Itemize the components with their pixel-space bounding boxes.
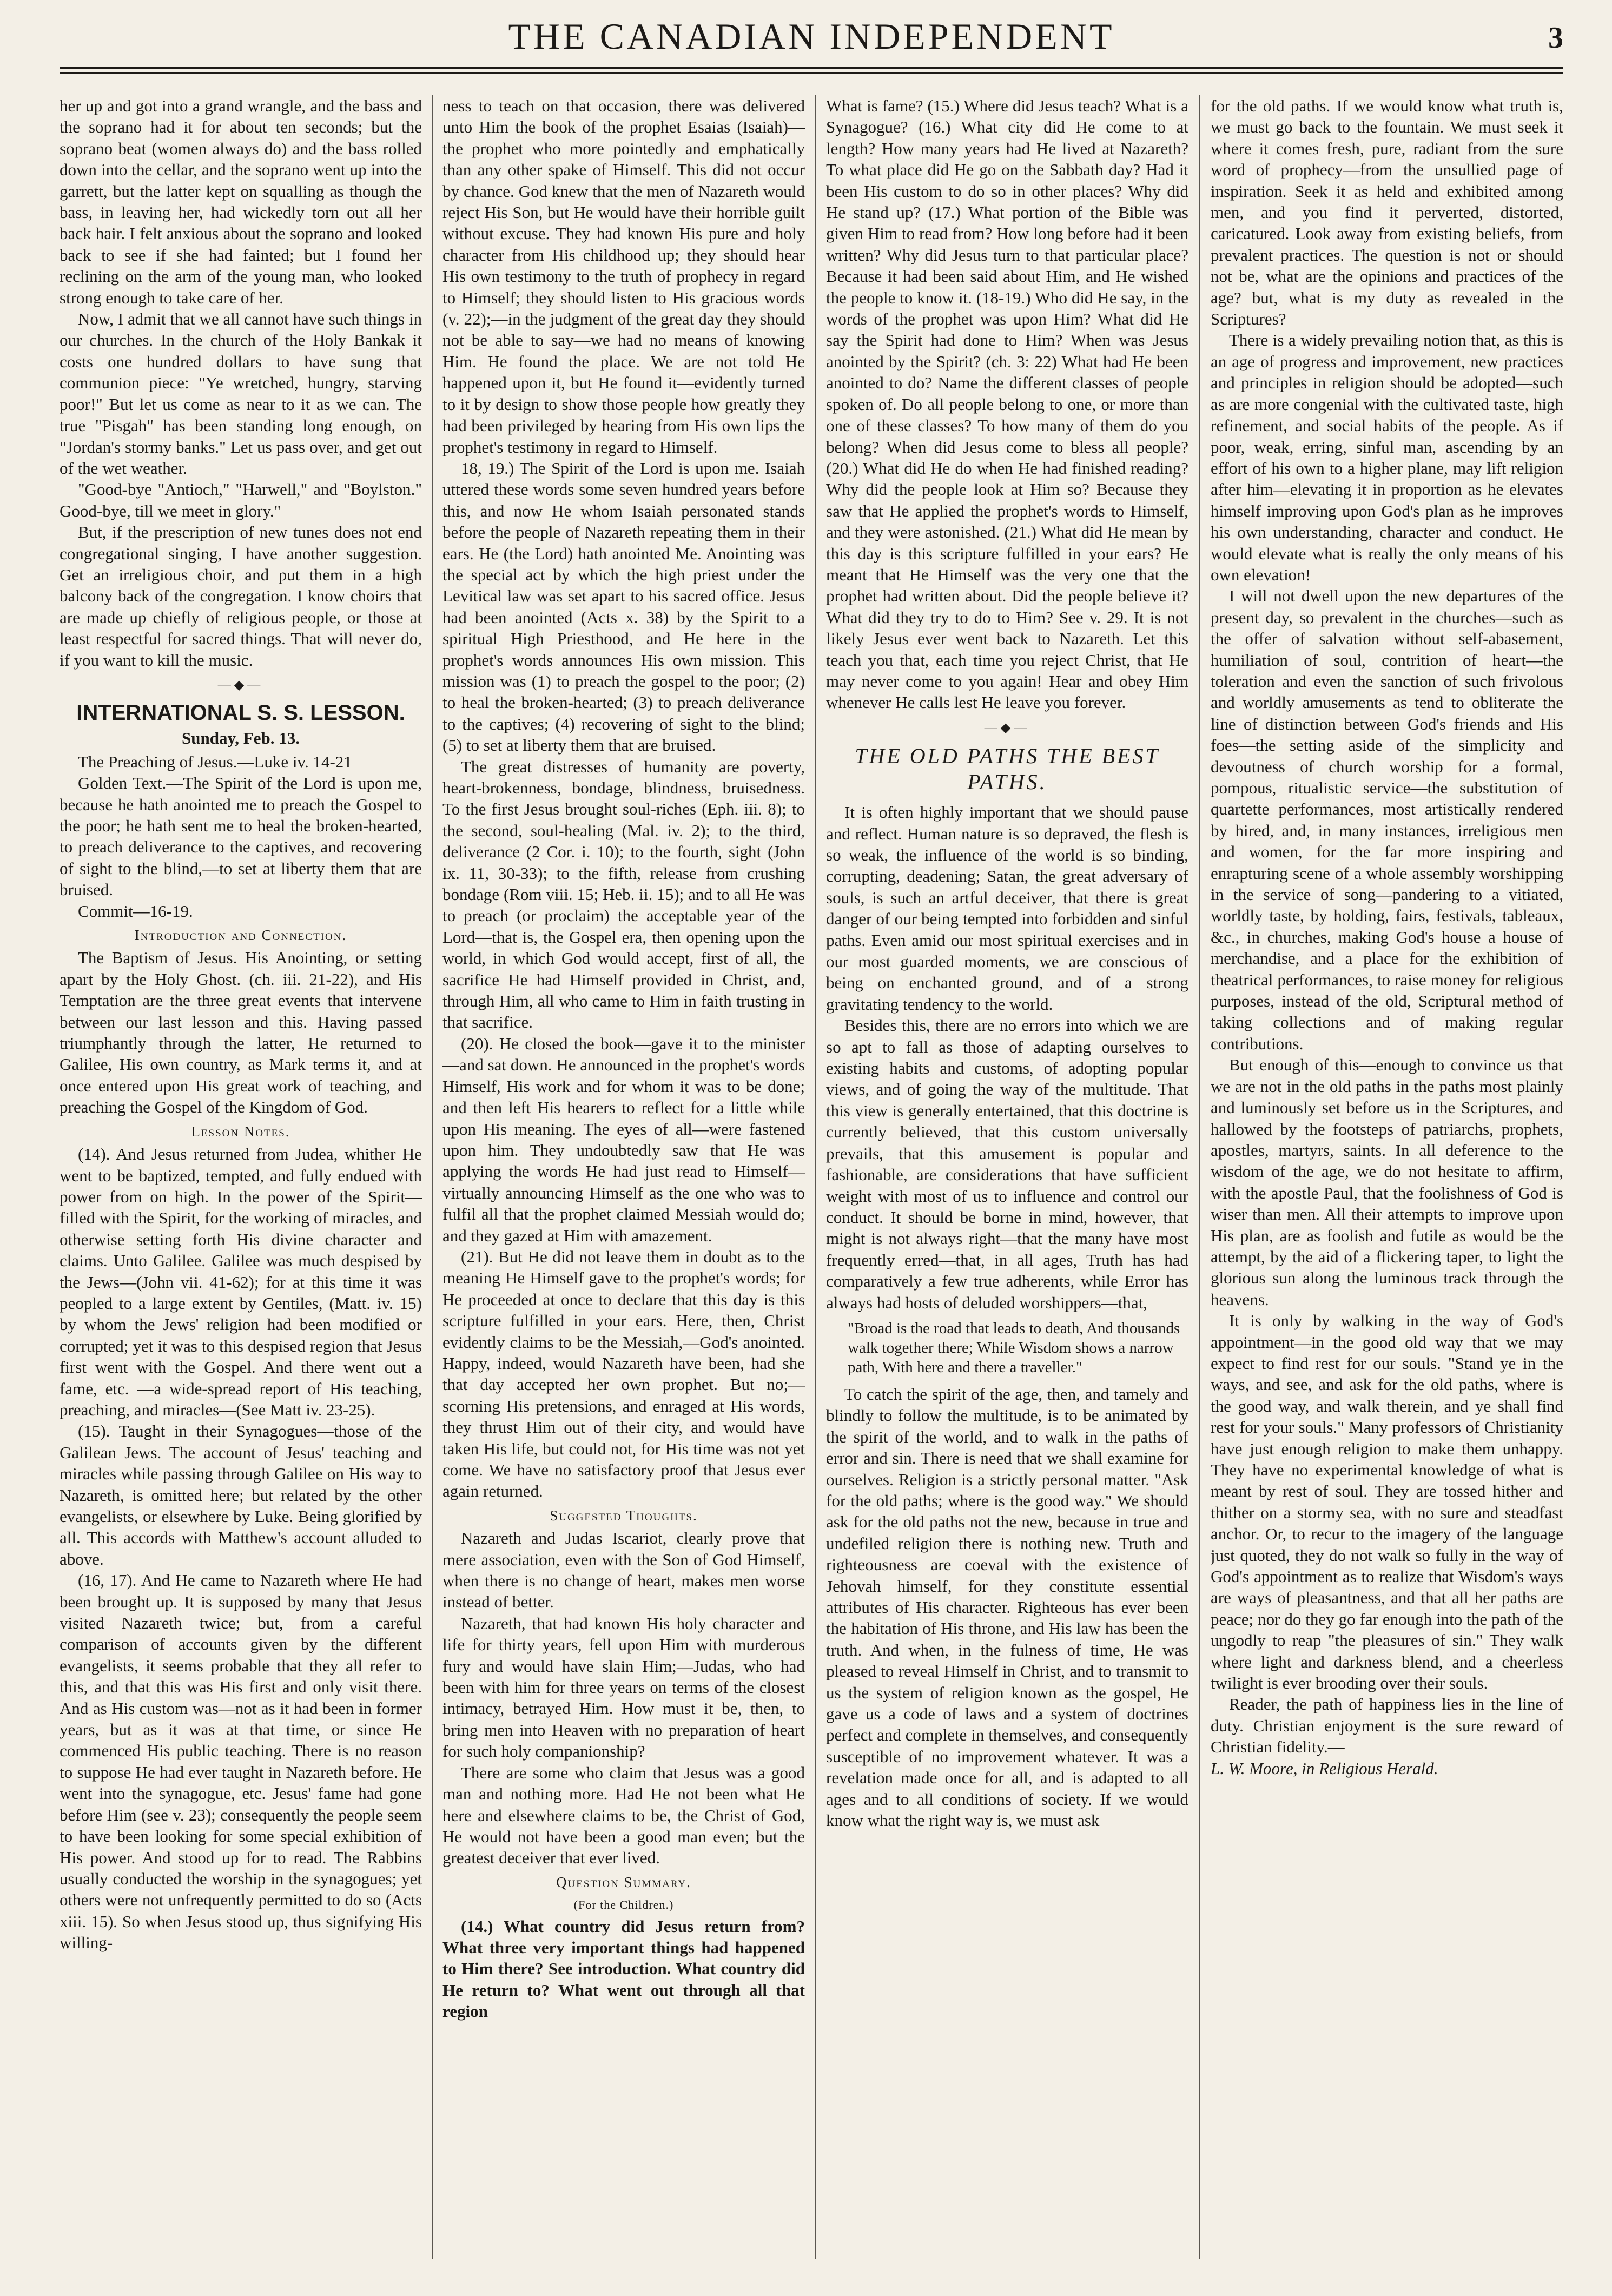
paragraph: ness to teach on that occasion, there was delivered unto Him the book of the prophet Esaias (Isaiah)—the prophet who more pointedly and emphatically than any other spake of Himself. This did not occur by chance. God knew that the men of Nazareth would reject His Son, but He would have their horrible guilt without excuse. They had known His pure and holy character from His childhood up; they should hear His own testimony to the truth of prophecy in regard to Himself; they should listen to His gracious words (v. 22);—in the judgment of the great day they should not be able to say—we had no means of knowing Him. He found the place. We are not told He happened upon it, but He found it—evidently turned to it by design to show those people how greatly they had been privileged by hearing from His own lips the prophet's testimony in regard to Himself. <box>442 96 805 456</box>
subheading-lesson-notes: Lesson Notes. <box>191 1123 290 1140</box>
paragraph: her up and got into a grand wrangle, and the bass and the soprano had it for about ten seconds; but the soprano beat (women always do) and the bass rolled down into the cellar, and the soprano went up into the garrett, but the latter kept on squalling as though the bass, in leaving her, had wickedly torn out all her back hair. I felt anxious about the soprano and looked back to see if she had fainted; but I found her reclining on the arm of the young man, who looked strong enough to take care of her. <box>60 96 422 307</box>
article-title: THE OLD PATHS THE BEST PATHS. <box>855 744 1160 795</box>
paragraph: What is fame? (15.) Where did Jesus teach? What is a Synagogue? (16.) What city did He come to at length? How many years had He lived at Nazareth? To what place did He go on the Sabbath day? Had it been His custom to do so in other places? Why did He stand up? (17.) What portion of the Bible was given Him to read from? How long before had it been written? Why did Jesus turn to that particular place? Because it had been said about Him, and He wished the people to know it. (18-19.) Who did He say, in the words of the prophet was upon Him? What did He say the Spirit had done to Him? When was Jesus anointed by the Spirit? (ch. 3: 22) What had He been anointed to do? Name the different classes of people spoken of. Do all people belong to one, or more than one of these classes? To how many of them do you belong? When did Jesus come to bless all people? (20.) What did He do when He had finished reading? Why did the people look at Him so? Because they saw that He applied the prophet's words to Himself, and they were astonished. (21.) What did He mean by this day is this scripture fulfilled in your ears? He meant that He Himself was the very one that the prophet had written about. Did the people believe it? What did they try to do to Him? See v. 29. It is not likely Jesus ever went back to Nazareth. Let this teach you that, each time you reject Christ, that He may never come to you again! Hear and obey Him whenever He calls lest He leave you forever. <box>826 96 1188 712</box>
column-1 <box>60 95 422 2259</box>
subheading-suggested-thoughts: Suggested Thoughts. <box>550 1507 698 1524</box>
paragraph: It is only by walking in the way of God's appointment—in the good old way that we may expect to find rest for our souls. "Stand ye in the ways, and see, and ask for the old paths, where is the good way, and walk therein, and ye shall find rest for your souls." Many professors of Christianity have just enough religion to make them unhappy. They have no experimental knowledge of what is meant by rest of soul. They are tossed hither and thither on a stormy sea, with no sure and steadfast anchor. Or, to recur to the imagery of the language just quoted, they do not walk so fully in the way of God's appointment as to realize that Wisdom's ways are ways of pleasantness, and that all her paths are peace; nor do they go far enough into the path of the ungodly to reap "the pleasures of sin." They walk where light and darkness blend, and a cheerless twilight is ever brooding over their souls. <box>1211 1311 1563 1693</box>
column-divider <box>1199 95 1200 2259</box>
paragraph: There is a widely prevailing notion that, as this is an age of progress and improvement, new practices and principles in religion should be adopted—such as are more congenial with the cultivated taste, high refinement, and social habits of the people. As if poor, weak, erring, sinful man, ascending by an effort of his own to a higher plane, may lift religion after him—elevating it in proportion as he elevates himself improving upon God's plan as he improves his own understanding, character and conduct. He would elevate what is really the only means of his own elevation! <box>1211 330 1563 584</box>
paragraph: To catch the spirit of the age, then, and tamely and blindly to follow the multitude, is to be animated by the spirit of the world, and to walk in the paths of error and sin. There is need that we shall examine for ourselves. Religion is a strictly personal matter. "Ask for the old paths; where is the good way." We should ask for the old paths not the new, because in true and undefiled religion there is nothing new. Truth and righteousness are coeval with the existence of Jehovah himself, for they constitute essential attributes of His character. Righteous has ever been the habitation of His throne, and His law has been the truth. And when, in the fulness of time, He was pleased to reveal Himself in Christ, and to transmit to us the system of religion known as the gospel, He gave us a code of laws and a system of doctrines perfect and complete in themselves, and consequently susceptible of no improvement whatever. It was a revelation made once for all, and is adapted to all ages and to all conditions of society. If we would know what the right way is, we must ask <box>826 1384 1188 1830</box>
section-divider: —◆— <box>984 720 1030 735</box>
commit-text: Commit—16-19. <box>78 901 193 921</box>
lesson-note: (16, 17). And He came to Nazareth where He had been brought up. It is supposed by many that Jesus visited Nazareth twice; but, from a careful comparison of accounts given by the different evangelists, it seems probable that they all refer to this, and that this was His first and only visit there. And as His custom was—not as it had been in former years, but as it was at that time, or since He commenced His public teaching. There is no reason to suppose He had ever taught in Nazareth before. He went into the synagogue, etc. Jesus' fame had gone before Him (see v. 23); consequently the people seem to have been looking for some special exhibition of His power. And stood up for to read. The Rabbins usually conducted the worship in the synagogues; yet others were not unfrequently permitted to do so (Acts xiii. 15). So when Jesus stood up, thus signifying His willing- <box>60 1571 422 1953</box>
masthead-rule-thin <box>60 72 1563 74</box>
paragraph: (14.) What country did Jesus return from? What three very important things had happened to Him there? See introduction. What country did He return to? What went out through all that region <box>442 1916 805 2021</box>
article-columns <box>60 95 1563 2259</box>
paragraph: There are some who claim that Jesus was a good man and nothing more. Had He not been what He here and elsewhere claims to be, the Christ of God, He would not have been a good man even; but the greatest deceiver that ever lived. <box>442 1763 805 1868</box>
paragraph: (21). But He did not leave them in doubt as to the meaning He Himself gave to the prophet's words; for He proceeded at once to declare that this day is this scripture fulfilled in your ears. Here, then, Christ evidently claims to be the Messiah,—God's anointed. Happy, indeed, would Nazareth have been, had she that day accepted her own prophet. But no;—scorning His pretensions, and enraged at His words, they thrust Him out of their city, and would have taken His life, but could not, for His time was not yet come. We have no satisfactory proof that Jesus ever again returned. <box>442 1247 805 1501</box>
column-4 <box>1211 95 1563 2259</box>
paragraph: Nazareth and Judas Iscariot, clearly prove that mere association, even with the Son of God Himself, when there is no change of heart, makes men worse instead of better. <box>442 1529 805 1612</box>
subheading-introduction: Introduction and Connection. <box>134 927 347 944</box>
lesson-title: INTERNATIONAL S. S. LESSON. <box>76 701 405 725</box>
paragraph: "Good-bye "Antioch," "Harwell," and "Boylston." Good-bye, till we meet in glory." <box>60 480 422 520</box>
paragraph: It is often highly important that we should pause and reflect. Human nature is so depraved, the flesh is so weak, the influence of the world is so binding, corrupting, deadening; Satan, the great adversary of souls, is such an artful deceiver, that there is great danger of our being tempted into forbidden and sinful paths. Even amid our most spiritual exercises and in our most guarded moments, we are conscious of being on enchanted ground, and of a strong gravitating tendency to the world. <box>826 803 1188 1014</box>
article-signature: L. W. Moore, in Religious Herald. <box>1211 1758 1438 1778</box>
paragraph: (20). He closed the book—gave it to the minister—and sat down. He announced in the prophet's words Himself, His work and for whom it was to be done; and then left His hearers to reflect for a little while upon His meaning. The eyes of all—were fastened upon him. They undoubtedly saw that He was applying the words He had just read to Himself—virtually announcing Himself as the one who was to fulfil all that the prophet claimed Messiah would do; and they gazed at Him with amazement. <box>442 1034 805 1245</box>
lesson-note: (15). Taught in their Synagogues—those of the Galilean Jews. The account of Jesus' teaching and miracles while passing through Galilee on His way to Nazareth, is omitted here; but related by the other evangelists, or elsewhere by Luke. Being glorified by all. This accords with Matthew's account alluded to above. <box>60 1421 422 1569</box>
column-2 <box>442 95 805 2259</box>
section-divider: —◆— <box>217 678 264 692</box>
paragraph: The great distresses of humanity are poverty, heart-brokenness, bondage, blindness, bruisedness. To the first Jesus brought soul-riches (Eph. iii. 8); to the second, soul-healing (Mal. iv. 2); to the third, deliverance (2 Cor. i. 10); to the fourth, sight (John ix. 11, 30-33); to the fifth, release from crushing bondage (Rom viii. 15; Heb. ii. 15); and to all He was to preach (or proclaim) the acceptable year of the Lord—that is, the Gospel era, then opening upon the world, in which God would accept, first of all, the sacrifice He had Himself provided in Christ, and, through Him, all who came to Him in faith trusting in that sacrifice. <box>442 757 805 1032</box>
paragraph: I will not dwell upon the new departures of the present day, so prevalent in the churches—such as the offer of salvation without self-abasement, humiliation of soul, contrition of heart—the toleration and even the sanction of such frivolous and worldly amusements as tend to obliterate the line of distinction between God's friends and His foes—the setting aside of the simplicity and devoutness of church worship for a formal, pompous, ritualistic service—the substitution of quartette performances, most artistically rendered by hired, and, in many instances, irreligious men and women, for the far more inspiring and enrapturing scene of a whole assembly worshipping in the service of song—pandering to a vitiated, worldly taste, by holding, fairs, festivals, tableaux, &c., in churches, making God's house a house of merchandise, and a place for the exhibition of theatrical performances, to raise money for religious purposes, instead of the old, Scriptural method of taking collections and of making regular contributions. <box>1211 586 1563 1053</box>
paragraph: for the old paths. If we would know what truth is, we must go back to the fountain. We must seek it where it comes fresh, pure, radiant from the sure word of prophecy—from the unsullied page of inspiration. Seek it as held and exhibited among men, and you find it perverted, distorted, caricatured. Look away from existing beliefs, from prevalent practices. The question is not or should not be, what are the opinions and practices of the age? but, what is my duty as revealed in the Scriptures? <box>1211 96 1563 329</box>
lesson-note: (14). And Jesus returned from Judea, whither He went to be baptized, tempted, and fully endued with power from on high. In the power of the Spirit—filled with the Spirit, for the working of miracles, and otherwise setting forth His divine character and claims. Unto Galilee. Galilee was much despised by the Jews—(John vii. 41-62); for at this time it was peopled to a large extent by Gentiles, (Matt. iv. 15) by whom the Jews' religion had been modified or corrupted; yet it was to this despised region that Jesus first went with the Gospel. And there went out a fame, etc. —a wide-spread report of His teaching, preaching, and miracles—(See Matt iv. 23-25). <box>60 1144 422 1419</box>
paragraph: Reader, the path of happiness lies in the line of duty. Christian enjoyment is the sure reward of Christian fidelity.— <box>1211 1695 1563 1757</box>
paragraph: But, if the prescription of new tunes does not end congregational singing, I have another suggestion. Get an irreligious choir, and put them in a high balcony back of the congregation. I know choirs that are made up chiefly of religious people, or those at least respectful for sacred things. That will never do, if you want to kill the music. <box>60 522 422 670</box>
lesson-heading: The Preaching of Jesus.—Luke iv. 14-21 <box>78 752 352 771</box>
paragraph: The Baptism of Jesus. His Anointing, or setting apart by the Holy Ghost. (ch. iii. 21-22), and His Temptation are the three great events that intervene between our last lesson and this. Having passed triumphantly through the latter, He returned to Galilee, His own country, as Mark terms it, and at once entered upon His great work of teaching, and preaching the Gospel of the Kingdom of God. <box>60 948 422 1117</box>
paragraph: But enough of this—enough to convince us that we are not in the old paths in the paths most plainly and luminously set before us in the Scriptures, and hallowed by the footsteps of patriarchs, prophets, apostles, martyrs, saints. In all deference to the wisdom of the age, we do not hesitate to affirm, with the apostle Paul, that the foolishness of God is wiser than men. All their attempts to improve upon His plan, are as foolish and futile as would be the attempt, by the aid of a flickering taper, to light the glorious sun along the luminous track through the heavens. <box>1211 1055 1563 1309</box>
summary-subtitle: (For the Children.) <box>573 1898 674 1912</box>
paragraph: Now, I admit that we all cannot have such things in our churches. In the church of the Holy Bankak it costs one hundred dollars to have sung that communion piece: "Ye wretched, hungry, starving poor!" But let us come as near to it as we can. The true "Pisgah" has been standing long enough, on "Jordan's stormy banks." Let us pass over, and get out of the wet weather. <box>60 309 422 478</box>
lesson-date: Sunday, Feb. 13. <box>182 729 300 748</box>
masthead <box>60 15 1563 64</box>
newspaper-title: THE CANADIAN INDEPENDENT <box>508 16 1115 57</box>
column-divider <box>815 95 816 2259</box>
column-divider <box>432 95 433 2259</box>
golden-text: Golden Text.—The Spirit of the Lord is upon me, because he hath anointed me to preach the Gospel to the poor; he hath sent me to heal the broken-hearted, to preach deliverance to the captives, and recovering of sight to the blind,—to set at liberty them that are bruised. <box>60 773 422 899</box>
paragraph: Nazareth, that had known His holy character and life for thirty years, fell upon Him with murderous fury and would have slain Him;—Judas, who had been with him for three years on terms of the closest intimacy, betrayed Him. How must it be, then, to bring men into Heaven with no preparation of heart for such holy companionship? <box>442 1613 805 1761</box>
masthead-rule-thick <box>60 67 1563 69</box>
paragraph: Besides this, there are no errors into which we are so apt to fall as those of adapting ourselves to existing habits and customs, of adopting popular views, and of going the way of the multitude. That this view is generally entertained, that this doctrine is currently believed, that this custom universally prevails, that this amusement is popular and fashionable, are considerations that have sufficient weight with most of us to influence and control our conduct. It should be borne in mind, however, that might is not always right—that the many have most frequently erred—that, in all ages, Truth has had comparatively a few true adherents, while Error has always had hosts of deluded worshippers—that, <box>826 1016 1188 1312</box>
page-number: 3 <box>1548 21 1563 55</box>
subheading-question-summary: Question Summary. <box>556 1874 691 1890</box>
column-3 <box>826 95 1188 2259</box>
paragraph: 18, 19.) The Spirit of the Lord is upon me. Isaiah uttered these words some seven hundred years before this, and now He whom Isaiah personated stands before the people of Nazareth repeating them in their ears. He (the Lord) hath anointed Me. Anointing was the special act by which the high priest under the Levitical law was set apart to his sacred office. Jesus had been anointed (Acts x. 38) by the Spirit to a spiritual High Priesthood, and He here in the prophet's words announces His own mission. This mission was (1) to preach the gospel to the poor; (2) to heal the broken-hearted; (3) to preach deliverance to the captives; (4) recovering of sight to the blind; (5) to set at liberty them that are bruised. <box>442 458 805 755</box>
quoted-verse: "Broad is the road that leads to death, And thousands walk together there; While Wisdom shows a narrow path, With here and there a traveller." <box>848 1319 1180 1376</box>
